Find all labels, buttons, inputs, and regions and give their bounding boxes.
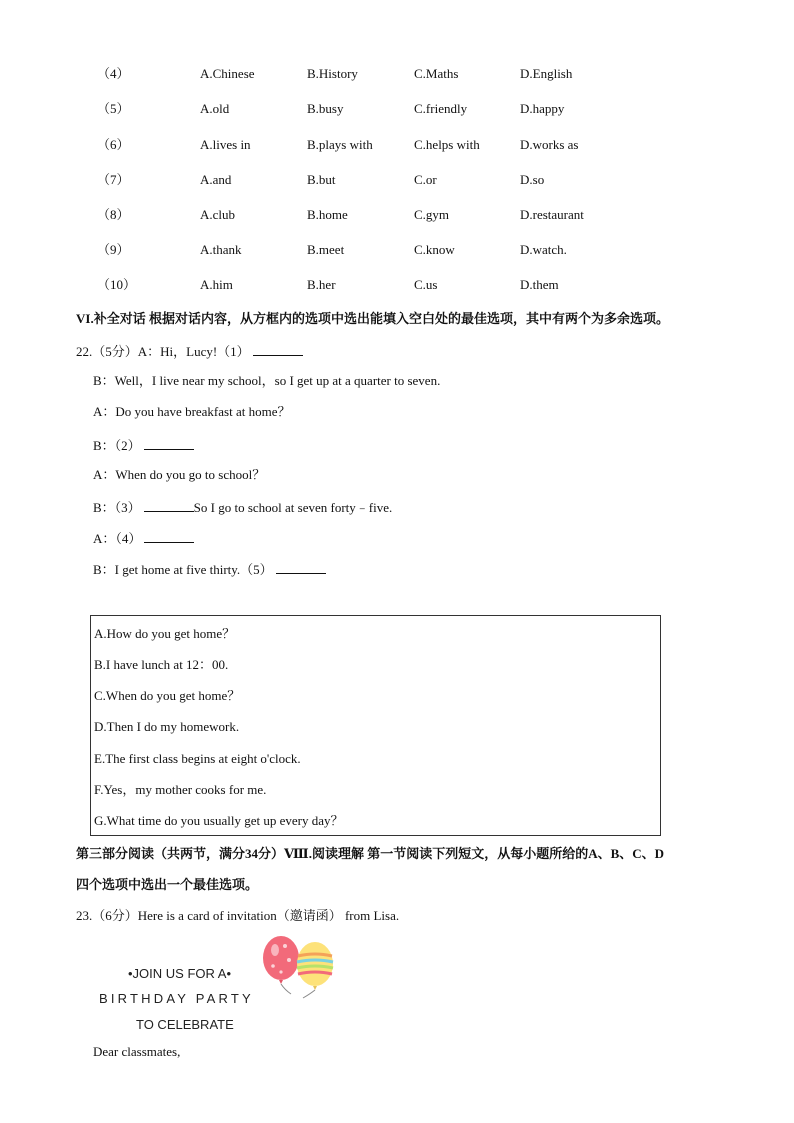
- card-line-1: •JOIN US FOR A•: [128, 966, 232, 981]
- option-b: B.plays with: [307, 137, 373, 152]
- dialogue-text: So I go to school at seven forty﹣five.: [193, 500, 393, 515]
- question-number: （9）: [97, 242, 130, 257]
- option-b: B.her: [307, 277, 336, 292]
- card-line-3: TO CELEBRATE: [136, 1017, 234, 1032]
- answer-blank: [253, 341, 303, 356]
- question-number: （5）: [97, 101, 130, 116]
- box-option: B.I have lunch at 12：00.: [94, 657, 229, 672]
- answer-blank: [144, 528, 194, 543]
- box-option: D.Then I do my homework.: [94, 719, 240, 734]
- option-c: C.or: [414, 172, 437, 187]
- option-d: D.so: [520, 172, 545, 187]
- dialogue-speaker: B：（3）: [93, 500, 141, 515]
- option-b: B.but: [307, 172, 336, 187]
- part3-heading-line1: 第三部分阅读（共两节，满分34分）Ⅷ.阅读理解 第一节阅读下列短文，从每小题所给的A、B、C、D: [76, 846, 665, 861]
- dialogue-line: [93, 435, 194, 455]
- dialogue-line: [93, 497, 392, 517]
- answer-blank: [144, 497, 194, 512]
- letter-greeting: Dear classmates,: [93, 1044, 181, 1059]
- option-a: A.and: [200, 172, 232, 187]
- box-option: E.The first class begins at eight o'clock.: [94, 751, 301, 766]
- red-balloon-icon: [263, 936, 299, 994]
- question-number: （8）: [97, 207, 130, 222]
- striped-balloon-icon: [297, 942, 333, 998]
- dialogue-speaker: B：（2）: [93, 438, 141, 453]
- option-d: D.watch.: [520, 242, 567, 257]
- option-a: A.Chinese: [200, 66, 255, 81]
- balloons-icon: [255, 932, 345, 1002]
- dialogue-line: A：Do you have breakfast at home？: [93, 404, 291, 419]
- card-line-2: BIRTHDAY PARTY: [99, 991, 254, 1006]
- option-b: B.meet: [307, 242, 345, 257]
- question-22-text: 22.（5分）A：Hi，Lucy!（1）: [76, 344, 250, 359]
- dialogue-line: [93, 528, 194, 548]
- part3-heading-line2: 四个选项中选出一个最佳选项。: [76, 877, 259, 892]
- option-b: B.busy: [307, 101, 344, 116]
- dialogue-line: A：When do you go to school？: [93, 467, 266, 482]
- option-b: B.History: [307, 66, 358, 81]
- option-d: D.English: [520, 66, 573, 81]
- question-22-stem: [76, 341, 303, 361]
- option-b: B.home: [307, 207, 348, 222]
- options-box: [90, 615, 661, 836]
- option-a: A.him: [200, 277, 233, 292]
- option-c: C.us: [414, 277, 438, 292]
- dialogue-line: B：Well，I live near my school，so I get up at a quarter to seven.: [93, 373, 441, 388]
- option-c: C.helps with: [414, 137, 480, 152]
- answer-blank: [276, 559, 326, 574]
- box-option: C.When do you get home？: [94, 688, 241, 703]
- option-d: D.restaurant: [520, 207, 584, 222]
- option-c: C.friendly: [414, 101, 468, 116]
- dialogue-speaker: A：（4）: [93, 531, 142, 546]
- option-c: C.know: [414, 242, 455, 257]
- section-heading: VI.补全对话 根据对话内容，从方框内的选项中选出能填入空白处的最佳选项，其中有两个为多余选项。: [76, 311, 669, 326]
- option-a: A.lives in: [200, 137, 251, 152]
- question-number: （4）: [97, 66, 130, 81]
- answer-blank: [144, 435, 194, 450]
- option-d: D.works as: [520, 137, 579, 152]
- box-option: G.What time do you usually get up every day？: [94, 813, 344, 828]
- question-number: （10）: [97, 277, 137, 292]
- dialogue-line: [93, 559, 326, 579]
- question-23-stem: 23.（6分）Here is a card of invitation（邀请函） from Lisa.: [76, 908, 400, 923]
- question-number: （7）: [97, 172, 130, 187]
- dialogue-text: B：I get home at five thirty.（5）: [93, 562, 273, 577]
- option-c: C.gym: [414, 207, 450, 222]
- option-d: D.happy: [520, 101, 565, 116]
- question-number: （6）: [97, 137, 130, 152]
- option-a: A.thank: [200, 242, 242, 257]
- option-c: C.Maths: [414, 66, 459, 81]
- option-a: A.old: [200, 101, 230, 116]
- box-option: F.Yes，my mother cooks for me.: [94, 782, 267, 797]
- option-d: D.them: [520, 277, 559, 292]
- box-option: A.How do you get home？: [94, 626, 236, 641]
- option-a: A.club: [200, 207, 236, 222]
